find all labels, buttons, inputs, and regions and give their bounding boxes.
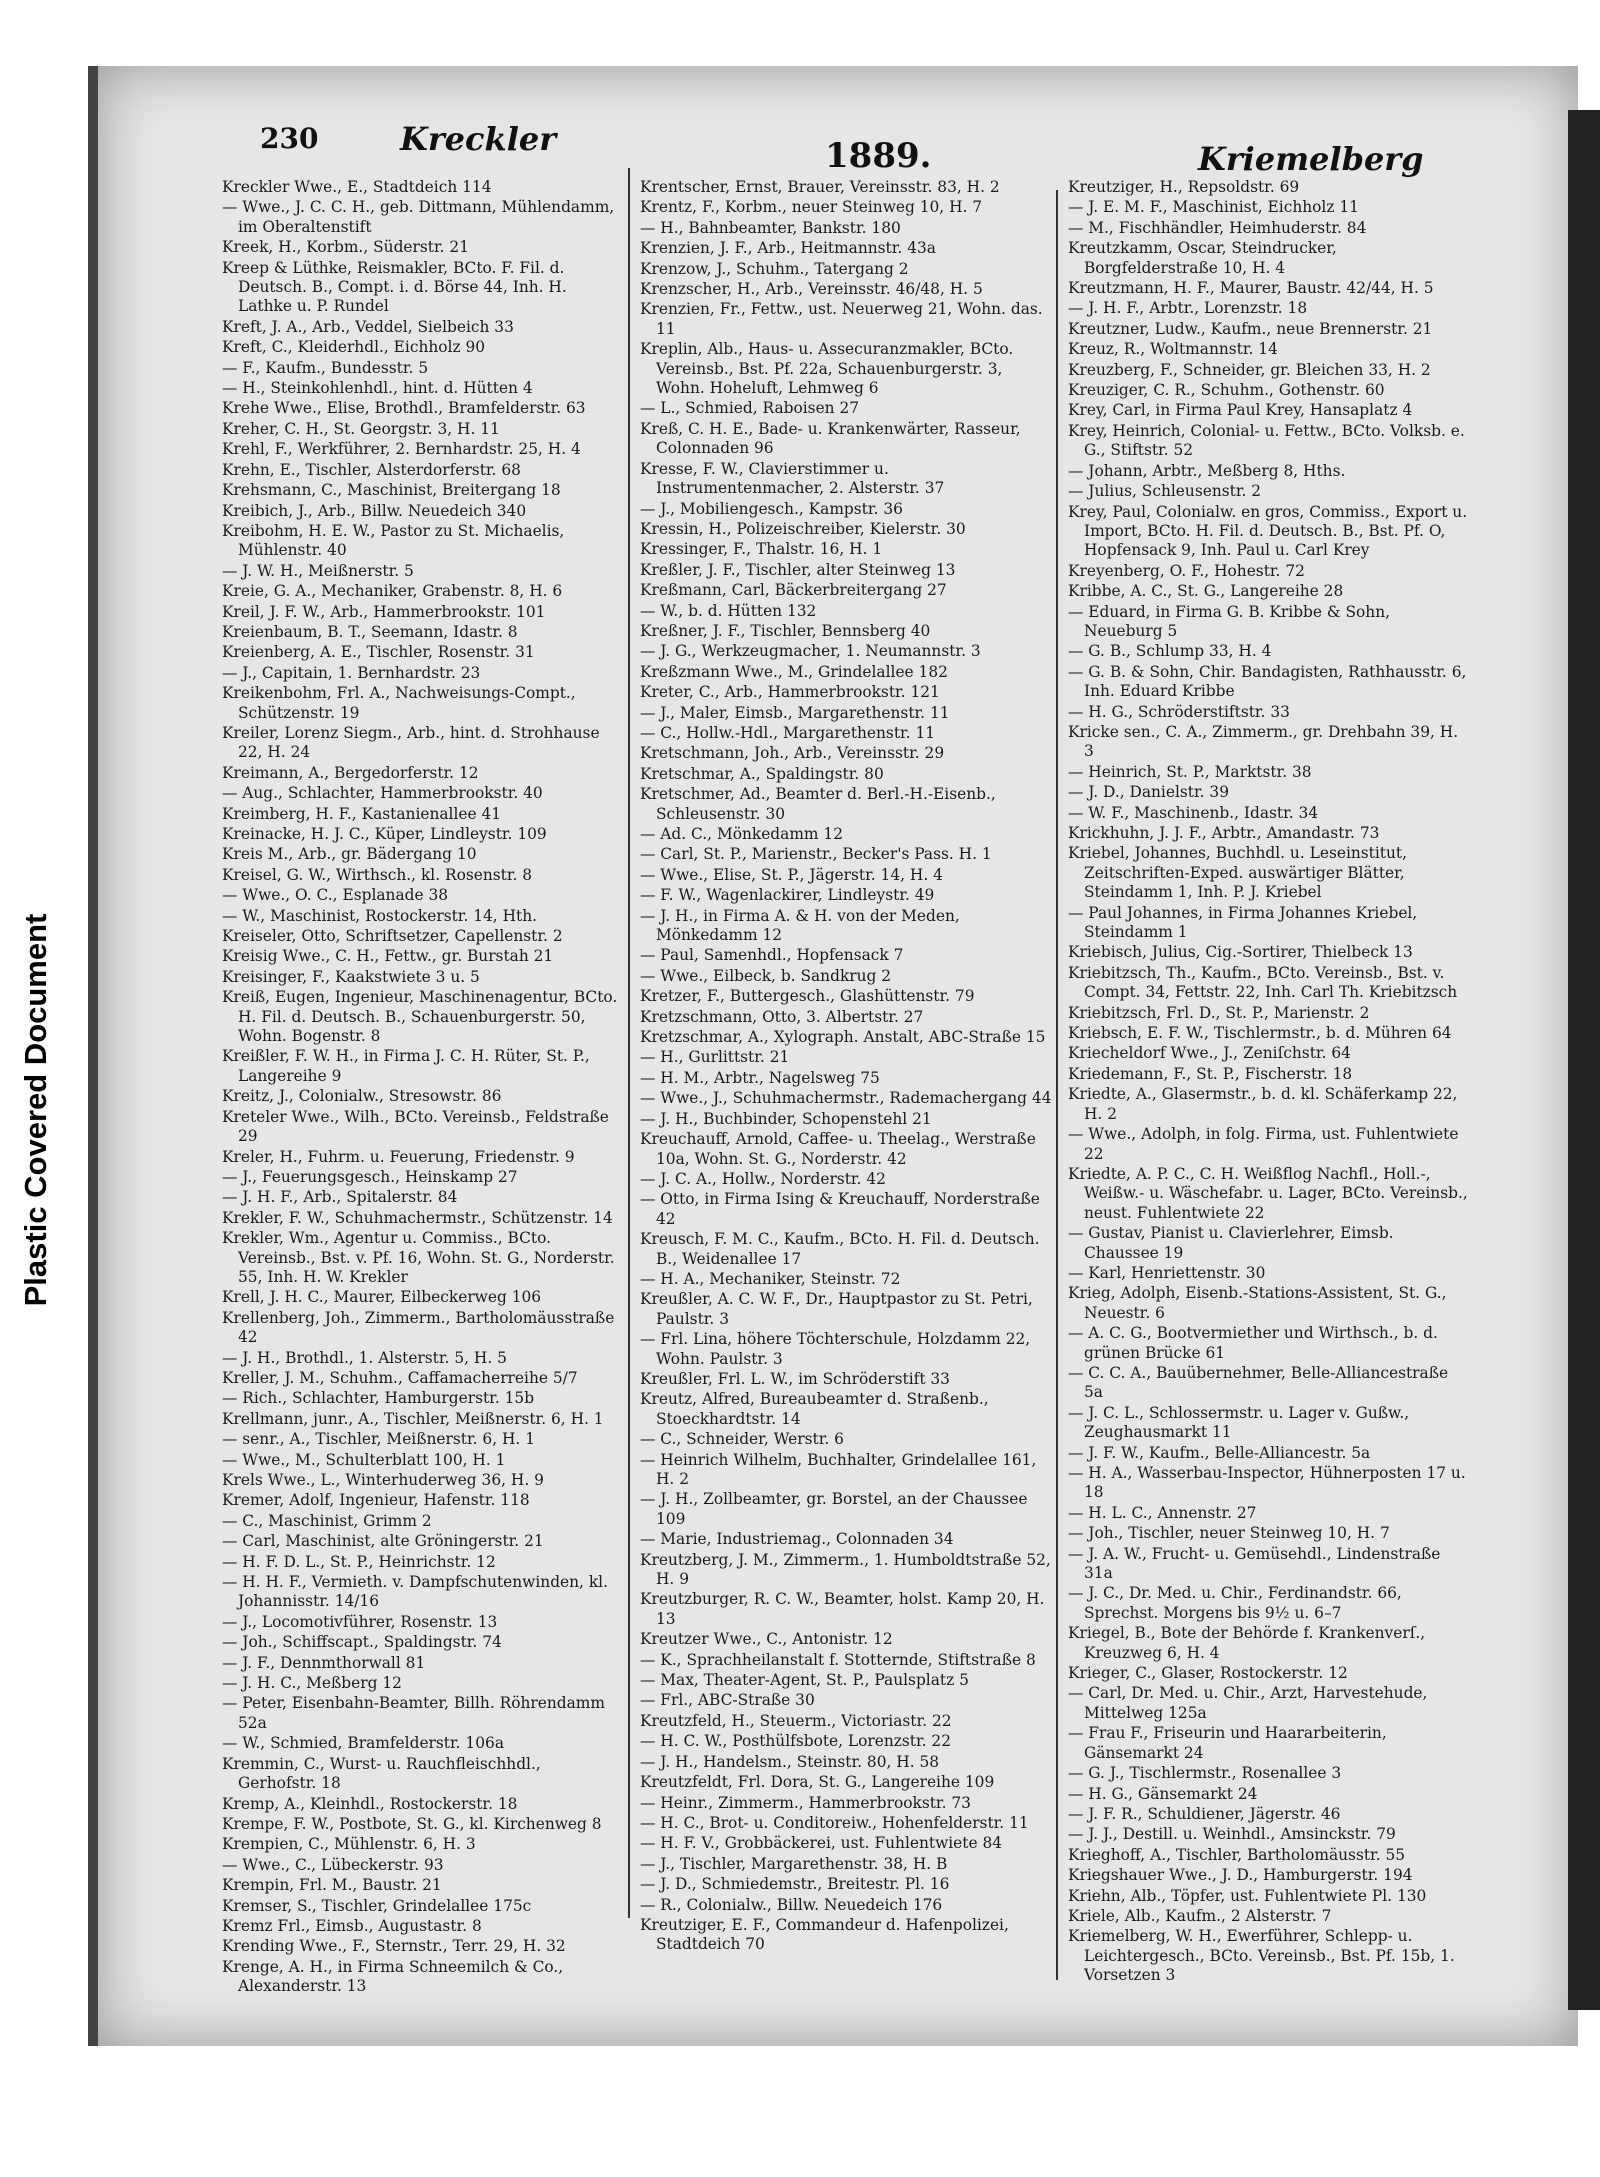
- directory-entry: Kreienberg, A. E., Tischler, Rosenstr. 31: [222, 643, 535, 662]
- directory-entry: Kreutzkamm, Oscar, Steindrucker, Borgfelderstraße 10, H. 4: [1068, 239, 1337, 277]
- directory-entry: Krehl, F., Werkführer, 2. Bernhardstr. 25, H. 4: [222, 440, 581, 459]
- directory-entry: Kreyenberg, O. F., Hohestr. 72: [1068, 561, 1305, 580]
- directory-entry: Kreienbaum, B. T., Seemann, Idastr. 8: [222, 622, 518, 641]
- left-keyword: Kreckler: [400, 120, 557, 158]
- directory-entry: Krell, J. H. C., Maurer, Eilbeckerweg 106: [222, 1288, 542, 1307]
- directory-entry: Krending Wwe., F., Sternstr., Terr. 29, H. 32: [222, 1937, 566, 1956]
- directory-entry: Kriegel, B., Bote der Behörde f. Krankenverſ., Kreuzweg 6, H. 4: [1068, 1624, 1426, 1662]
- directory-entry: Krenge, A. H., in Firma Schneemilch & Co., Alexanderstr. 13: [222, 1957, 564, 1996]
- directory-entry: Kriele, Alb., Kaufm., 2 Alsterstr. 7: [1068, 1906, 1332, 1925]
- directory-entry: — Wwe., J., Schuhmachermstr., Rademachergang 44: [640, 1089, 1052, 1108]
- directory-entry: Kreusch, F. M. C., Kaufm., BCto. H. Fil. d. Deutsch. B., Weidenallee 17: [640, 1230, 1040, 1268]
- directory-entry: Kricke sen., C. A., Zimmerm., gr. Drehbahn 39, H. 3: [1068, 722, 1459, 761]
- directory-entry: — A. C. G., Bootvermiether und Wirthsch., b. d. grünen Brücke 61: [1068, 1324, 1438, 1362]
- directory-entry: Krehsmann, C., Maschinist, Breitergang 18: [222, 481, 561, 500]
- directory-entry: Kriehn, Alb., Töpfer, ust. Fuhlentwiete Pl. 130: [1068, 1886, 1427, 1905]
- directory-entry: Krey, Heinrich, Colonial- u. Fettw., BCto. Volksb. e. G., Stiftstr. 52: [1068, 421, 1465, 460]
- directory-entry: — Rich., Schlachter, Hamburgerstr. 15b: [222, 1389, 535, 1408]
- directory-entry: Kremp, A., Kleinhdl., Rostockerstr. 18: [222, 1794, 518, 1813]
- side-label: Plastic Covered Document: [18, 913, 53, 1307]
- directory-entry: — J., Capitain, 1. Bernhardstr. 23: [222, 663, 481, 682]
- directory-entry: — Gustav, Pianist u. Clavierlehrer, Eimsb. Chaussee 19: [1068, 1224, 1394, 1262]
- directory-entry: — H. G., Schröderstiftstr. 33: [1068, 702, 1290, 721]
- directory-entry: Kreckler Wwe., E., Stadtdeich 114: [222, 178, 492, 196]
- directory-entry: Kremz Frl., Eimsb., Augustastr. 8: [222, 1916, 482, 1935]
- directory-entry: Kribbe, A. C., St. G., Langereihe 28: [1068, 582, 1344, 601]
- directory-entry: Kreller, J. M., Schuhm., Caffamacherreihe 5/7: [222, 1368, 578, 1387]
- directory-entry: Kreis M., Arb., gr. Bädergang 10: [222, 845, 477, 864]
- directory-entry: Kremser, S., Tischler, Grindelallee 175c: [222, 1896, 532, 1915]
- directory-entry: — Carl, Dr. Med. u. Chir., Arzt, Harvestehude, Mittelweg 125a: [1068, 1684, 1428, 1722]
- directory-entry: — G. J., Tischlermstr., Rosenallee 3: [1068, 1764, 1342, 1783]
- directory-entry: Kretschmer, Ad., Beamter d. Berl.-H.-Eisenb., Schleusenstr. 30: [640, 785, 996, 823]
- directory-entry: — Wwe., M., Schulterblatt 100, H. 1: [222, 1450, 506, 1469]
- directory-entry: Krentscher, Ernst, Brauer, Vereinsstr. 83, H. 2: [640, 178, 1000, 196]
- directory-entry: — J., Locomotivführer, Rosenstr. 13: [222, 1612, 498, 1631]
- directory-entry: Kreikenbohm, Frl. A., Nachweisungs-Compt., Schützenstr. 19: [222, 684, 576, 722]
- directory-entry: Kretzschmann, Otto, 3. Albertstr. 27: [640, 1007, 924, 1026]
- directory-entry: — C., Maschinist, Grimm 2: [222, 1511, 432, 1530]
- directory-entry: Kremmin, C., Wurst- u. Rauchfleischhdl., Gerhofstr. 18: [222, 1754, 541, 1793]
- directory-entry: — F. W., Wagenlackirer, Lindleystr. 49: [640, 886, 935, 905]
- directory-entry: Krickhuhn, J. J. F., Arbtr., Amandastr. 73: [1068, 824, 1380, 842]
- directory-entry: Kriebsch, E. F. W., Tischlermstr., b. d. Mühren 64: [1068, 1024, 1452, 1043]
- directory-entry: — R., Colonialw., Billw. Neuedeich 176: [640, 1895, 943, 1914]
- directory-entry: — W., Maschinist, Rostockerstr. 14, Hth.: [222, 906, 538, 925]
- directory-entry: Kretzer, F., Buttergesch., Glashüttenstr. 79: [640, 987, 975, 1006]
- directory-entry: Kreß, C. H. E., Bade- u. Krankenwärter, Rasseur, Colonnaden 96: [640, 419, 1021, 458]
- directory-entry: Kreutzburger, R. C. W., Beamter, holst. Kamp 20, H. 13: [640, 1590, 1045, 1628]
- directory-entry: — J. A. W., Frucht- u. Gemüsehdl., Lindenstraße 31a: [1068, 1544, 1441, 1583]
- directory-entry: Krehn, E., Tischler, Alsterdorferstr. 68: [222, 460, 521, 479]
- directory-entry: Kresse, F. W., Clavierstimmer u. Instrumentenmacher, 2. Alsterstr. 37: [640, 459, 945, 498]
- directory-entry: Kreutzner, Ludw., Kaufm., neue Brennerstr. 21: [1068, 319, 1433, 338]
- page-number: 230: [260, 122, 319, 155]
- directory-entry: Kreisinger, F., Kaakstwiete 3 u. 5: [222, 967, 480, 986]
- directory-entry: Kreutzer Wwe., C., Antonistr. 12: [640, 1630, 893, 1649]
- directory-entry: Kreutzfeld, H., Steuerm., Victoriastr. 22: [640, 1711, 952, 1730]
- directory-entry: Krempe, F. W., Postbote, St. G., kl. Kirchenweg 8: [222, 1814, 602, 1833]
- directory-entry: — H., Bahnbeamter, Bankstr. 180: [640, 218, 901, 237]
- directory-entry: — J. D., Danielstr. 39: [1068, 783, 1230, 802]
- directory-entry: — C., Schneider, Werstr. 6: [640, 1430, 844, 1449]
- directory-entry: Kreinacke, H. J. C., Küper, Lindleystr. 109: [222, 825, 547, 843]
- directory-entry: Kreuzberg, F., Schneider, gr. Bleichen 33, H. 2: [1068, 360, 1431, 379]
- directory-entry: — Karl, Henriettenstr. 30: [1068, 1263, 1266, 1282]
- directory-entry: Kreil, J. F. W., Arb., Hammerbrookstr. 101: [222, 602, 546, 621]
- directory-entry: — Wwe., J. C. C. H., geb. Dittmann, Mühlendamm, im Oberaltenstift: [222, 198, 615, 236]
- directory-entry: — H., Steinkohlenhdl., hint. d. Hütten 4: [222, 379, 533, 398]
- directory-entry: — Frau F., Friseurin und Haararbeiterin, Gänsemarkt 24: [1068, 1724, 1387, 1762]
- directory-entry: — Heinr., Zimmerm., Hammerbrookstr. 73: [640, 1793, 971, 1812]
- directory-entry: Kreßner, J. F., Tischler, Bennsberg 40: [640, 621, 931, 640]
- directory-entry: Kreutzmann, H. F., Maurer, Baustr. 42/44, H. 5: [1068, 279, 1434, 298]
- directory-entry: Kreibohm, H. E. W., Pastor zu St. Michaelis, Mühlenstr. 40: [222, 521, 565, 560]
- directory-entry: — Peter, Eisenbahn-Beamter, Billh. Röhrendamm 52a: [222, 1694, 605, 1732]
- directory-entry: Krieger, C., Glaser, Rostockerstr. 12: [1068, 1664, 1348, 1683]
- directory-entry: — Wwe., Eilbeck, b. Sandkrug 2: [640, 966, 892, 985]
- directory-entry: Kreft, C., Kleiderhdl., Eichholz 90: [222, 338, 486, 357]
- directory-entry: Kreimann, A., Bergedorferstr. 12: [222, 763, 479, 782]
- column-rule: [1056, 190, 1058, 1980]
- directory-entry: Kreiler, Lorenz Siegm., Arb., hint. d. Strohhause 22, H. 24: [222, 723, 600, 762]
- directory-entry: — H. F. D. L., St. P., Heinrichstr. 12: [222, 1552, 496, 1571]
- directory-entry: — G. B. & Sohn, Chir. Bandagisten, Rathhausstr. 6, Inh. Eduard Kribbe: [1068, 662, 1467, 701]
- directory-entry: — W., b. d. Hütten 132: [640, 601, 817, 620]
- directory-entry: — M., Fischhändler, Heimhuderstr. 84: [1068, 218, 1367, 237]
- directory-entry: Kriemelberg, W. H., Ewerführer, Schlepp- u. Leichtergesch., BCto. Vereinsb., Bst. Pf. 15b, 1. Vorsetzen 3: [1068, 1927, 1455, 1985]
- directory-entry: Kreuchauff, Arnold, Caffee- u. Theelag., Werstraße 10a, Wohn. St. G., Norderstr. 42: [640, 1130, 1036, 1168]
- directory-entry: — J. H. C., Meßberg 12: [222, 1674, 402, 1693]
- directory-entry: — H. A., Mechaniker, Steinstr. 72: [640, 1269, 901, 1288]
- directory-entry: — Paul Johannes, in Firma Johannes Kriebel, Steindamm 1: [1068, 903, 1418, 942]
- year: 1889.: [825, 136, 932, 176]
- directory-entry: Kreßzmann Wwe., M., Grindelallee 182: [640, 662, 948, 681]
- directory-entry: — H. A., Wasserbau-Inspector, Hühnerposten 17 u. 18: [1068, 1464, 1466, 1502]
- directory-entry: Krellmann, junr., A., Tischler, Meißnerstr. 6, H. 1: [222, 1409, 604, 1428]
- directory-entry: Kreter, C., Arb., Hammerbrookstr. 121: [640, 683, 940, 702]
- directory-entry: — J. H. F., Arbtr., Lorenzstr. 18: [1068, 299, 1308, 318]
- directory-entry: — H., Gurlittstr. 21: [640, 1048, 790, 1067]
- directory-entry: — Wwe., Adolph, in folg. Firma, ust. Fuhlentwiete 22: [1068, 1125, 1459, 1163]
- directory-entry: — J., Maler, Eimsb., Margarethenstr. 11: [640, 703, 950, 722]
- directory-entry: — J. C. L., Schlossermstr. u. Lager v. Gußw., Zeughausmarkt 11: [1068, 1403, 1410, 1442]
- directory-column-2: [640, 178, 1052, 1954]
- directory-entry: Krekler, Wm., Agentur u. Commiss., BCto. Vereinsb., Bst. v. Pf. 16, Wohn. St. G., Norderstr. 55, Inh. H. W. Krekler: [222, 1229, 615, 1286]
- directory-entry: Kretschmar, A., Spaldingstr. 80: [640, 764, 884, 783]
- directory-entry: — H. G., Gänsemarkt 24: [1068, 1784, 1258, 1803]
- directory-entry: Kreuziger, C. R., Schuhm., Gothenstr. 60: [1068, 381, 1385, 400]
- directory-entry: — Wwe., C., Lübeckerstr. 93: [222, 1855, 444, 1874]
- directory-entry: Krehe Wwe., Elise, Brothdl., Bramfelderstr. 63: [222, 399, 586, 418]
- facing-page-edge: [1568, 110, 1600, 2010]
- directory-entry: — J. G., Werkzeugmacher, 1. Neumannstr. 3: [640, 642, 981, 661]
- directory-entry: — Paul, Samenhdl., Hopfensack 7: [640, 946, 904, 965]
- directory-entry: — L., Schmied, Raboisen 27: [640, 399, 860, 418]
- directory-entry: — W. F., Maschinenb., Idastr. 34: [1068, 803, 1319, 822]
- directory-entry: — F., Kaufm., Bundesstr. 5: [222, 358, 429, 377]
- directory-entry: — J., Tischler, Margarethenstr. 38, H. B: [640, 1854, 948, 1873]
- directory-entry: Krempien, C., Mühlenstr. 6, H. 3: [222, 1835, 476, 1854]
- directory-entry: — Wwe., Elise, St. P., Jägerstr. 14, H. 4: [640, 865, 943, 884]
- directory-entry: Krenzien, J. F., Arb., Heitmannstr. 43a: [640, 239, 936, 258]
- directory-entry: — Joh., Schiffscapt., Spaldingstr. 74: [222, 1633, 502, 1652]
- directory-entry: Kreußler, Frl. L. W., im Schröderstift 33: [640, 1369, 950, 1388]
- directory-entry: Kreutz, Alfred, Bureaubeamter d. Straßenb., Stoeckhardtstr. 14: [640, 1390, 989, 1428]
- directory-entry: Kriedte, A., Glasermstr., b. d. kl. Schäferkamp 22, H. 2: [1068, 1085, 1458, 1123]
- directory-entry: — J. H., in Firma A. & H. von der Meden, Mönkedamm 12: [640, 906, 960, 945]
- directory-entry: — J., Feuerungsgesch., Heinskamp 27: [222, 1167, 518, 1186]
- directory-column-3: [1068, 178, 1468, 1985]
- directory-column-1: [222, 178, 622, 1996]
- directory-entry: Kreutzberg, J. M., Zimmerm., 1. Humboldtstraße 52, H. 9: [640, 1550, 1051, 1589]
- directory-entry: Kreie, G. A., Mechaniker, Grabenstr. 8, H. 6: [222, 582, 563, 601]
- directory-entry: Kreiseler, Otto, Schriftsetzer, Capellenstr. 2: [222, 927, 563, 946]
- directory-entry: — J. C., Dr. Med. u. Chir., Ferdinandstr. 66, Sprechst. Morgens bis 9½ u. 6–7: [1068, 1584, 1402, 1622]
- directory-entry: — Joh., Tischler, neuer Steinweg 10, H. 7: [1068, 1524, 1390, 1543]
- directory-entry: — J. H., Brothdl., 1. Alsterstr. 5, H. 5: [222, 1348, 507, 1367]
- directory-entry: Krieg, Adolph, Eisenb.-Stations-Assistent, St. G., Neuestr. 6: [1068, 1284, 1447, 1322]
- directory-entry: Kriedemann, F., St. P., Fischerstr. 18: [1068, 1064, 1353, 1083]
- directory-entry: — H. L. C., Annenstr. 27: [1068, 1503, 1257, 1522]
- directory-entry: — J. F., Dennmthorwall 81: [222, 1653, 426, 1672]
- directory-entry: — H. C., Brot- u. Conditoreiw., Hohenfelderstr. 11: [640, 1813, 1029, 1832]
- directory-entry: Kriebitzsch, Th., Kaufm., BCto. Vereinsb., Bst. v. Compt. 34, Fettstr. 22, Inh. Carl Th. Kriebitzsch: [1068, 963, 1458, 1002]
- directory-entry: Kreep & Lüthke, Reismakler, BCto. F. Fil. d. Deutsch. B., Compt. i. d. Börse 44, Inh. H. Lathke u. P. Rundel: [222, 258, 567, 316]
- directory-entry: — H. C. W., Posthülfsbote, Lorenzstr. 22: [640, 1732, 952, 1751]
- directory-entry: — Frl. Lina, höhere Töchterschule, Holzdamm 22, Wohn. Paulstr. 3: [640, 1330, 1031, 1368]
- directory-entry: Kreft, J. A., Arb., Veddel, Sielbeich 33: [222, 317, 514, 336]
- directory-entry: Kreßler, J. F., Tischler, alter Steinweg 13: [640, 560, 956, 579]
- directory-entry: — J. F. W., Kaufm., Belle-Alliancestr. 5a: [1068, 1443, 1371, 1462]
- directory-entry: — H. M., Arbtr., Nagelsweg 75: [640, 1068, 880, 1087]
- directory-entry: Kriebitzsch, Frl. D., St. P., Marienstr. 2: [1068, 1003, 1370, 1022]
- directory-entry: Krempin, Frl. M., Baustr. 21: [222, 1876, 442, 1895]
- directory-entry: — J. H., Handelsm., Steinstr. 80, H. 58: [640, 1752, 940, 1771]
- directory-entry: Kriecheldorf Wwe., J., Zeniſchstr. 64: [1068, 1044, 1351, 1063]
- directory-entry: — H. H. F., Vermieth. v. Dampfschutenwinden, kl. Johannisstr. 14/16: [222, 1573, 608, 1611]
- directory-entry: — J. F. R., Schuldiener, Jägerstr. 46: [1068, 1804, 1341, 1823]
- directory-entry: Kreitz, J., Colonialw., Stresowstr. 86: [222, 1087, 502, 1106]
- directory-entry: Krekler, F. W., Schuhmachermstr., Schützenstr. 14: [222, 1208, 613, 1227]
- directory-entry: Kreßmann, Carl, Bäckerbreitergang 27: [640, 581, 947, 600]
- directory-entry: Kreußler, A. C. W. F., Dr., Hauptpastor zu St. Petri, Paulstr. 3: [640, 1290, 1033, 1328]
- directory-entry: — J., Mobiliengesch., Kampstr. 36: [640, 499, 903, 518]
- directory-entry: Krey, Carl, in Firma Paul Krey, Hansaplatz 4: [1068, 401, 1413, 420]
- directory-entry: — J. E. M. F., Maschinist, Eichholz 11: [1068, 198, 1359, 217]
- directory-entry: Kretschmann, Joh., Arb., Vereinsstr. 29: [640, 744, 945, 763]
- right-keyword: Kriemelberg: [1198, 140, 1424, 178]
- directory-entry: Krenzow, J., Schuhm., Tatergang 2: [640, 259, 909, 278]
- directory-entry: Kreimberg, H. F., Kastanienallee 41: [222, 804, 502, 823]
- directory-entry: — Max, Theater-Agent, St. P., Paulsplatz 5: [640, 1671, 969, 1690]
- directory-entry: Kreisel, G. W., Wirthsch., kl. Rosenstr. 8: [222, 865, 533, 884]
- directory-entry: — Heinrich Wilhelm, Buchhalter, Grindelallee 161, H. 2: [640, 1450, 1037, 1488]
- directory-entry: — K., Sprachheilanstalt f. Stotternde, Stiftstraße 8: [640, 1650, 1036, 1669]
- directory-entry: — H. F. V., Grobbäckerei, ust. Fuhlentwiete 84: [640, 1834, 1003, 1853]
- directory-entry: — Marie, Industriemag., Colonnaden 34: [640, 1530, 954, 1549]
- directory-entry: Krey, Paul, Colonialw. en gros, Commiss., Export u. Import, BCto. H. Fil. d. Deutsch. B., Bst. Pf. O, Hopfensack 9, Inh. Paul u. Carl Krey: [1068, 502, 1468, 560]
- directory-entry: Kriedte, A. P. C., C. H. Weißflog Nachfl., Holl.-, Weißw.- u. Wäschefabr. u. Lager, BCto. Vereinsb., neust. Fuhlentwiete 22: [1068, 1164, 1468, 1222]
- directory-entry: — J. J., Destill. u. Weinhdl., Amsinckstr. 79: [1068, 1825, 1396, 1844]
- directory-entry: Kriebel, Johannes, Buchhdl. u. Leseinstitut, Zeitschriften-Exped. auswärtiger Blätter, Steindamm 1, Inh. P. J. Kriebel: [1068, 844, 1407, 902]
- directory-entry: — Carl, St. P., Marienstr., Becker's Pass. H. 1: [640, 845, 992, 864]
- directory-entry: Krellenberg, Joh., Zimmerm., Bartholomäusstraße 42: [222, 1308, 615, 1347]
- directory-entry: — Carl, Maschinist, alte Gröningerstr. 21: [222, 1532, 544, 1551]
- directory-entry: Kreher, C. H., St. Georgstr. 3, H. 11: [222, 419, 500, 438]
- directory-entry: Kreuz, R., Woltmannstr. 14: [1068, 340, 1278, 359]
- directory-entry: Krenzien, Fr., Fettw., ust. Neuerweg 21, Wohn. das. 11: [640, 300, 1043, 338]
- directory-entry: — Otto, in Firma Ising & Kreuchauff, Norderstraße 42: [640, 1190, 1040, 1228]
- directory-entry: — senr., A., Tischler, Meißnerstr. 6, H. 1: [222, 1430, 535, 1449]
- directory-entry: Kressinger, F., Thalstr. 16, H. 1: [640, 540, 883, 559]
- directory-entry: — W., Schmied, Bramfelderstr. 106a: [222, 1734, 504, 1753]
- directory-entry: Kreler, H., Fuhrm. u. Feuerung, Friedenstr. 9: [222, 1147, 575, 1166]
- directory-entry: — Eduard, in Firma G. B. Kribbe & Sohn, Neueburg 5: [1068, 602, 1391, 640]
- directory-entry: — Wwe., O. C., Esplanade 38: [222, 886, 449, 905]
- directory-entry: — J. C. A., Hollw., Norderstr. 42: [640, 1169, 886, 1188]
- directory-entry: Krels Wwe., L., Winterhuderweg 36, H. 9: [222, 1471, 544, 1489]
- directory-entry: — J. W. H., Meißnerstr. 5: [222, 561, 414, 580]
- directory-entry: — C. C. A., Bauübernehmer, Belle-Alliancestraße 5a: [1068, 1363, 1449, 1402]
- directory-entry: Kreutziger, H., Repsoldstr. 69: [1068, 178, 1300, 196]
- directory-entry: Krenzscher, H., Arb., Vereinsstr. 46/48, H. 5: [640, 280, 983, 299]
- directory-entry: — J. H. F., Arb., Spitalerstr. 84: [222, 1188, 458, 1207]
- directory-entry: Kreißler, F. W. H., in Firma J. C. H. Rüter, St. P., Langereihe 9: [222, 1047, 590, 1085]
- directory-entry: Kreplin, Alb., Haus- u. Assecuranzmakler, BCto. Vereinsb., Bst. Pf. 22a, Schauenburgerstr. 3, Wohn. Hoheluft, Lehmweg 6: [640, 340, 1014, 398]
- directory-entry: — Johann, Arbtr., Meßberg 8, Hths.: [1068, 461, 1346, 480]
- directory-entry: Kreutziger, E. F., Commandeur d. Hafenpolizei, Stadtdeich 70: [640, 1915, 1009, 1954]
- directory-entry: — Aug., Schlachter, Hammerbrookstr. 40: [222, 784, 543, 803]
- directory-entry: — J. D., Schmiedemstr., Breitestr. Pl. 16: [640, 1875, 950, 1894]
- directory-entry: Kreek, H., Korbm., Süderstr. 21: [222, 238, 470, 257]
- directory-entry: Kreisig Wwe., C. H., Fettw., gr. Burstah 21: [222, 947, 554, 966]
- directory-entry: — J. H., Buchbinder, Schopenstehl 21: [640, 1109, 932, 1128]
- directory-entry: Kreiß, Eugen, Ingenieur, Maschinenagentur, BCto. H. Fil. d. Deutsch. B., Schauenburgerstr. 50, Wohn. Bogenstr. 8: [222, 988, 618, 1046]
- directory-entry: — Ad. C., Mönkedamm 12: [640, 825, 844, 843]
- page-header: [260, 118, 1424, 178]
- directory-entry: — Heinrich, St. P., Marktstr. 38: [1068, 762, 1312, 781]
- directory-entry: Krentz, F., Korbm., neuer Steinweg 10, H. 7: [640, 198, 983, 217]
- directory-entry: Kreteler Wwe., Wilh., BCto. Vereinsb., Feldstraße 29: [222, 1107, 609, 1146]
- directory-entry: Kremer, Adolf, Ingenieur, Hafenstr. 118: [222, 1491, 530, 1510]
- directory-entry: Kressin, H., Polizeischreiber, Kielerstr. 30: [640, 519, 966, 538]
- directory-entry: — G. B., Schlump 33, H. 4: [1068, 642, 1272, 661]
- directory-entry: — C., Hollw.-Hdl., Margarethenstr. 11: [640, 723, 936, 742]
- directory-entry: Kriegshauer Wwe., J. D., Hamburgerstr. 194: [1068, 1866, 1413, 1885]
- directory-entry: Kreutzfeldt, Frl. Dora, St. G., Langereihe 109: [640, 1773, 995, 1792]
- directory-entry: Krieghoff, A., Tischler, Bartholomäusstr. 55: [1068, 1845, 1406, 1864]
- directory-entry: Kreibich, J., Arb., Billw. Neuedeich 340: [222, 501, 527, 520]
- directory-entry: — J. H., Zollbeamter, gr. Borstel, an der Chaussee 109: [640, 1490, 1028, 1528]
- directory-entry: Kriebisch, Julius, Cig.-Sortirer, Thielbeck 13: [1068, 943, 1413, 962]
- directory-entry: — Julius, Schleusenstr. 2: [1068, 482, 1262, 501]
- directory-entry: — Frl., ABC-Straße 30: [640, 1691, 815, 1710]
- column-rule: [628, 168, 630, 1918]
- directory-entry: Kretzschmar, A., Xylograph. Anstalt, ABC-Straße 15: [640, 1028, 1046, 1047]
